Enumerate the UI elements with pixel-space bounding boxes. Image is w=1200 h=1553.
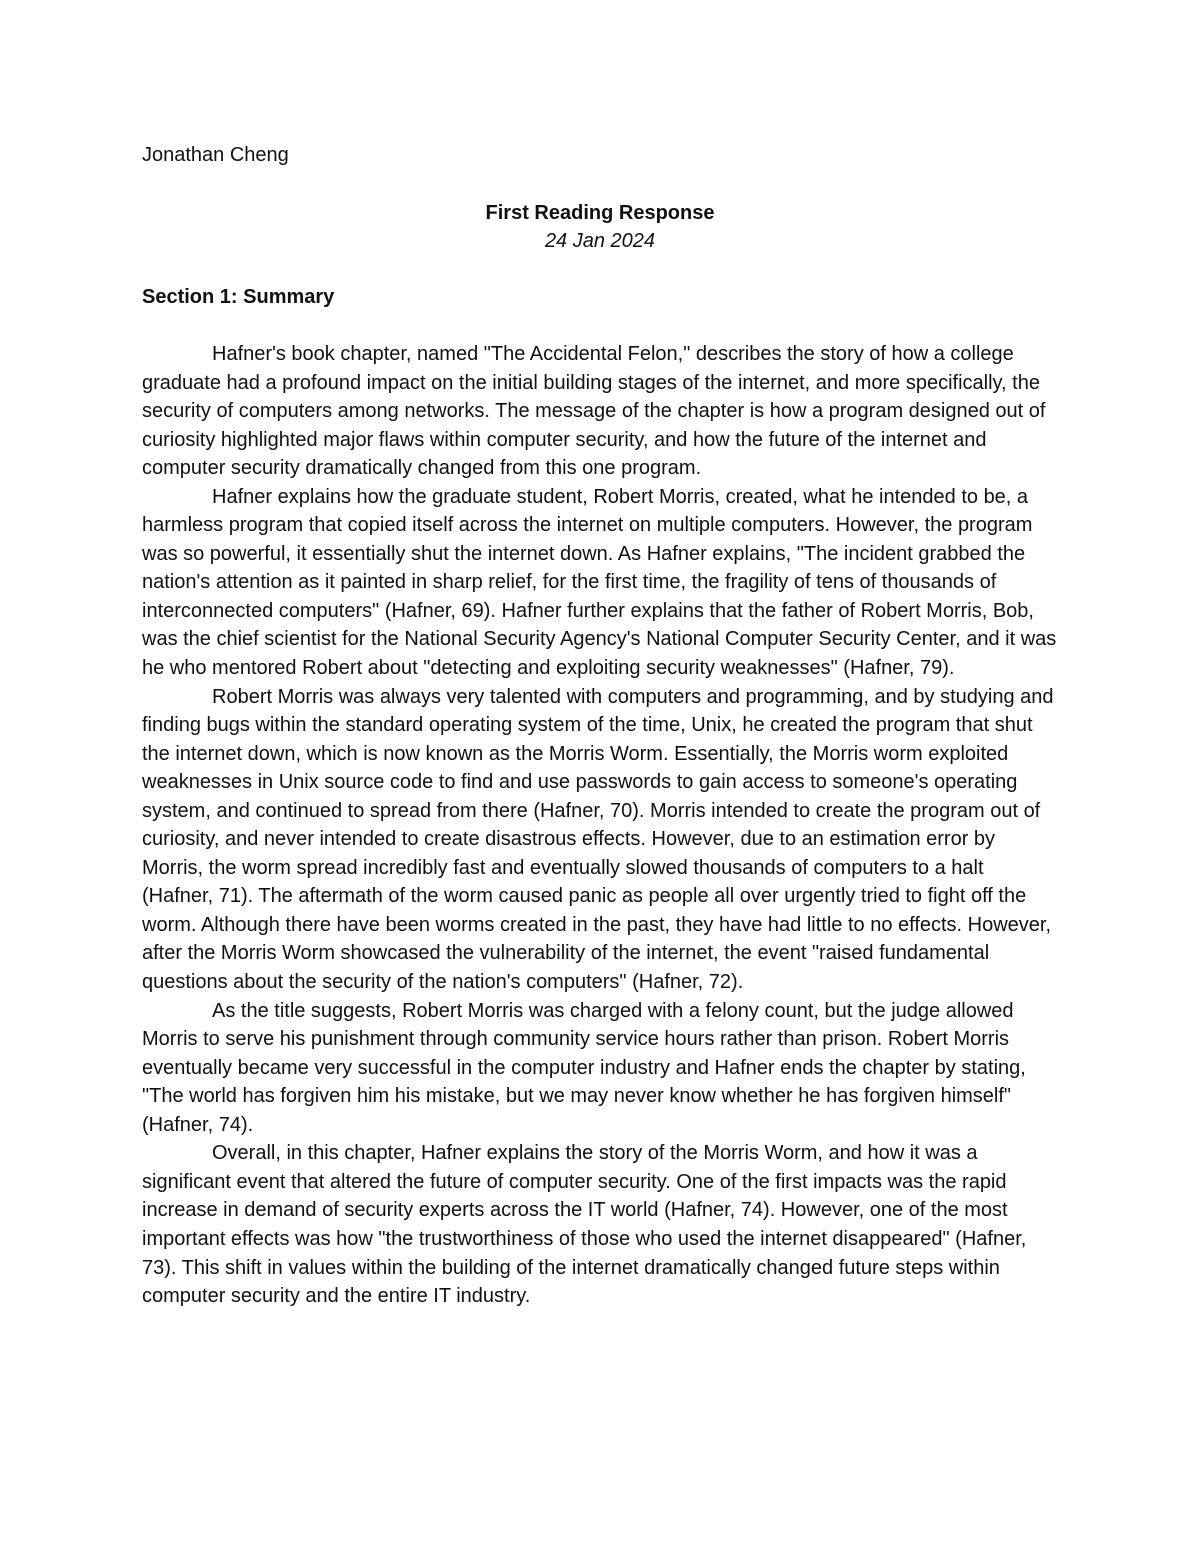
paragraph: Robert Morris was always very talented with computers and programming, and by studying and finding bugs within the standard operating system of the time, Unix, he created the program that shut the internet down, which is now known as the Morris Worm. Essentially, the Morris worm exploited weaknesses in Unix source code to find and use passwords to gain access to someone's operating system, and continued to spread from there (Hafner, 70). Morris intended to create the program out of curiosity, and never intended to create disastrous effects. However, due to an estimation error by Morris, the worm spread incredibly fast and eventually slowed thousands of computers to a halt (Hafner, 71). The aftermath of the worm caused panic as people all over urgently tried to fight off the worm. Although there have been worms created in the past, they have had little to no effects. However, after the Morris Worm showcased the vulnerability of the internet, the event "raised fundamental questions about the security of the nation's computers" (Hafner, 72). — [142, 685, 1054, 994]
paragraph: Hafner explains how the graduate student, Robert Morris, created, what he intended to be, a harmless program that copied itself across the internet on multiple computers. However, the program was so powerful, it essentially shut the internet down. As Hafner explains, "The incident grabbed the nation's attention as it painted in sharp relief, for the first time, the fragility of tens of thousands of interconnected computers" (Hafner, 69). Hafner further explains that the father of Robert Morris, Bob, was the chief scientist for the National Security Agency's National Computer Security Center, and it was he who mentored Robert about "detecting and exploiting security weaknesses" (Hafner, 79). — [142, 485, 1057, 680]
paragraph: As the title suggests, Robert Morris was charged with a felony count, but the judge allowed Morris to serve his punishment through community service hours rather than prison. Robert Morris eventually became very successful in the computer industry and Hafner ends the chapter by stating, "The world has forgiven him his mistake, but we may never know whether he has forgiven himself" (Hafner, 74). — [142, 999, 1026, 1136]
section-heading: Section 1: Summary — [142, 286, 335, 308]
paragraph: Overall, in this chapter, Hafner explains the story of the Morris Worm, and how it was a significant event that altered the future of computer security. One of the first impacts was the rapid increase in demand of security experts across the IT world (Hafner, 74). However, one of the most important effects was how "the trustworthiness of those who used the internet disappeared" (Hafner, 73). This shift in values within the building of the internet dramatically changed future steps within computer security and the entire IT industry. — [142, 1142, 1027, 1308]
document-date: 24 Jan 2024 — [544, 230, 656, 252]
summary-body — [142, 340, 1060, 1311]
paragraph: Hafner's book chapter, named "The Accidental Felon," describes the story of how a college graduate had a profound impact on the initial building stages of the internet, and more specifically, the security of computers among networks. The message of the chapter is how a program designed out of curiosity highlighted major flaws within computer security, and how the future of the internet and computer security dramatically changed from this one program. — [142, 343, 1046, 480]
author-name: Jonathan Cheng — [142, 144, 289, 166]
document-title: First Reading Response — [485, 202, 715, 224]
